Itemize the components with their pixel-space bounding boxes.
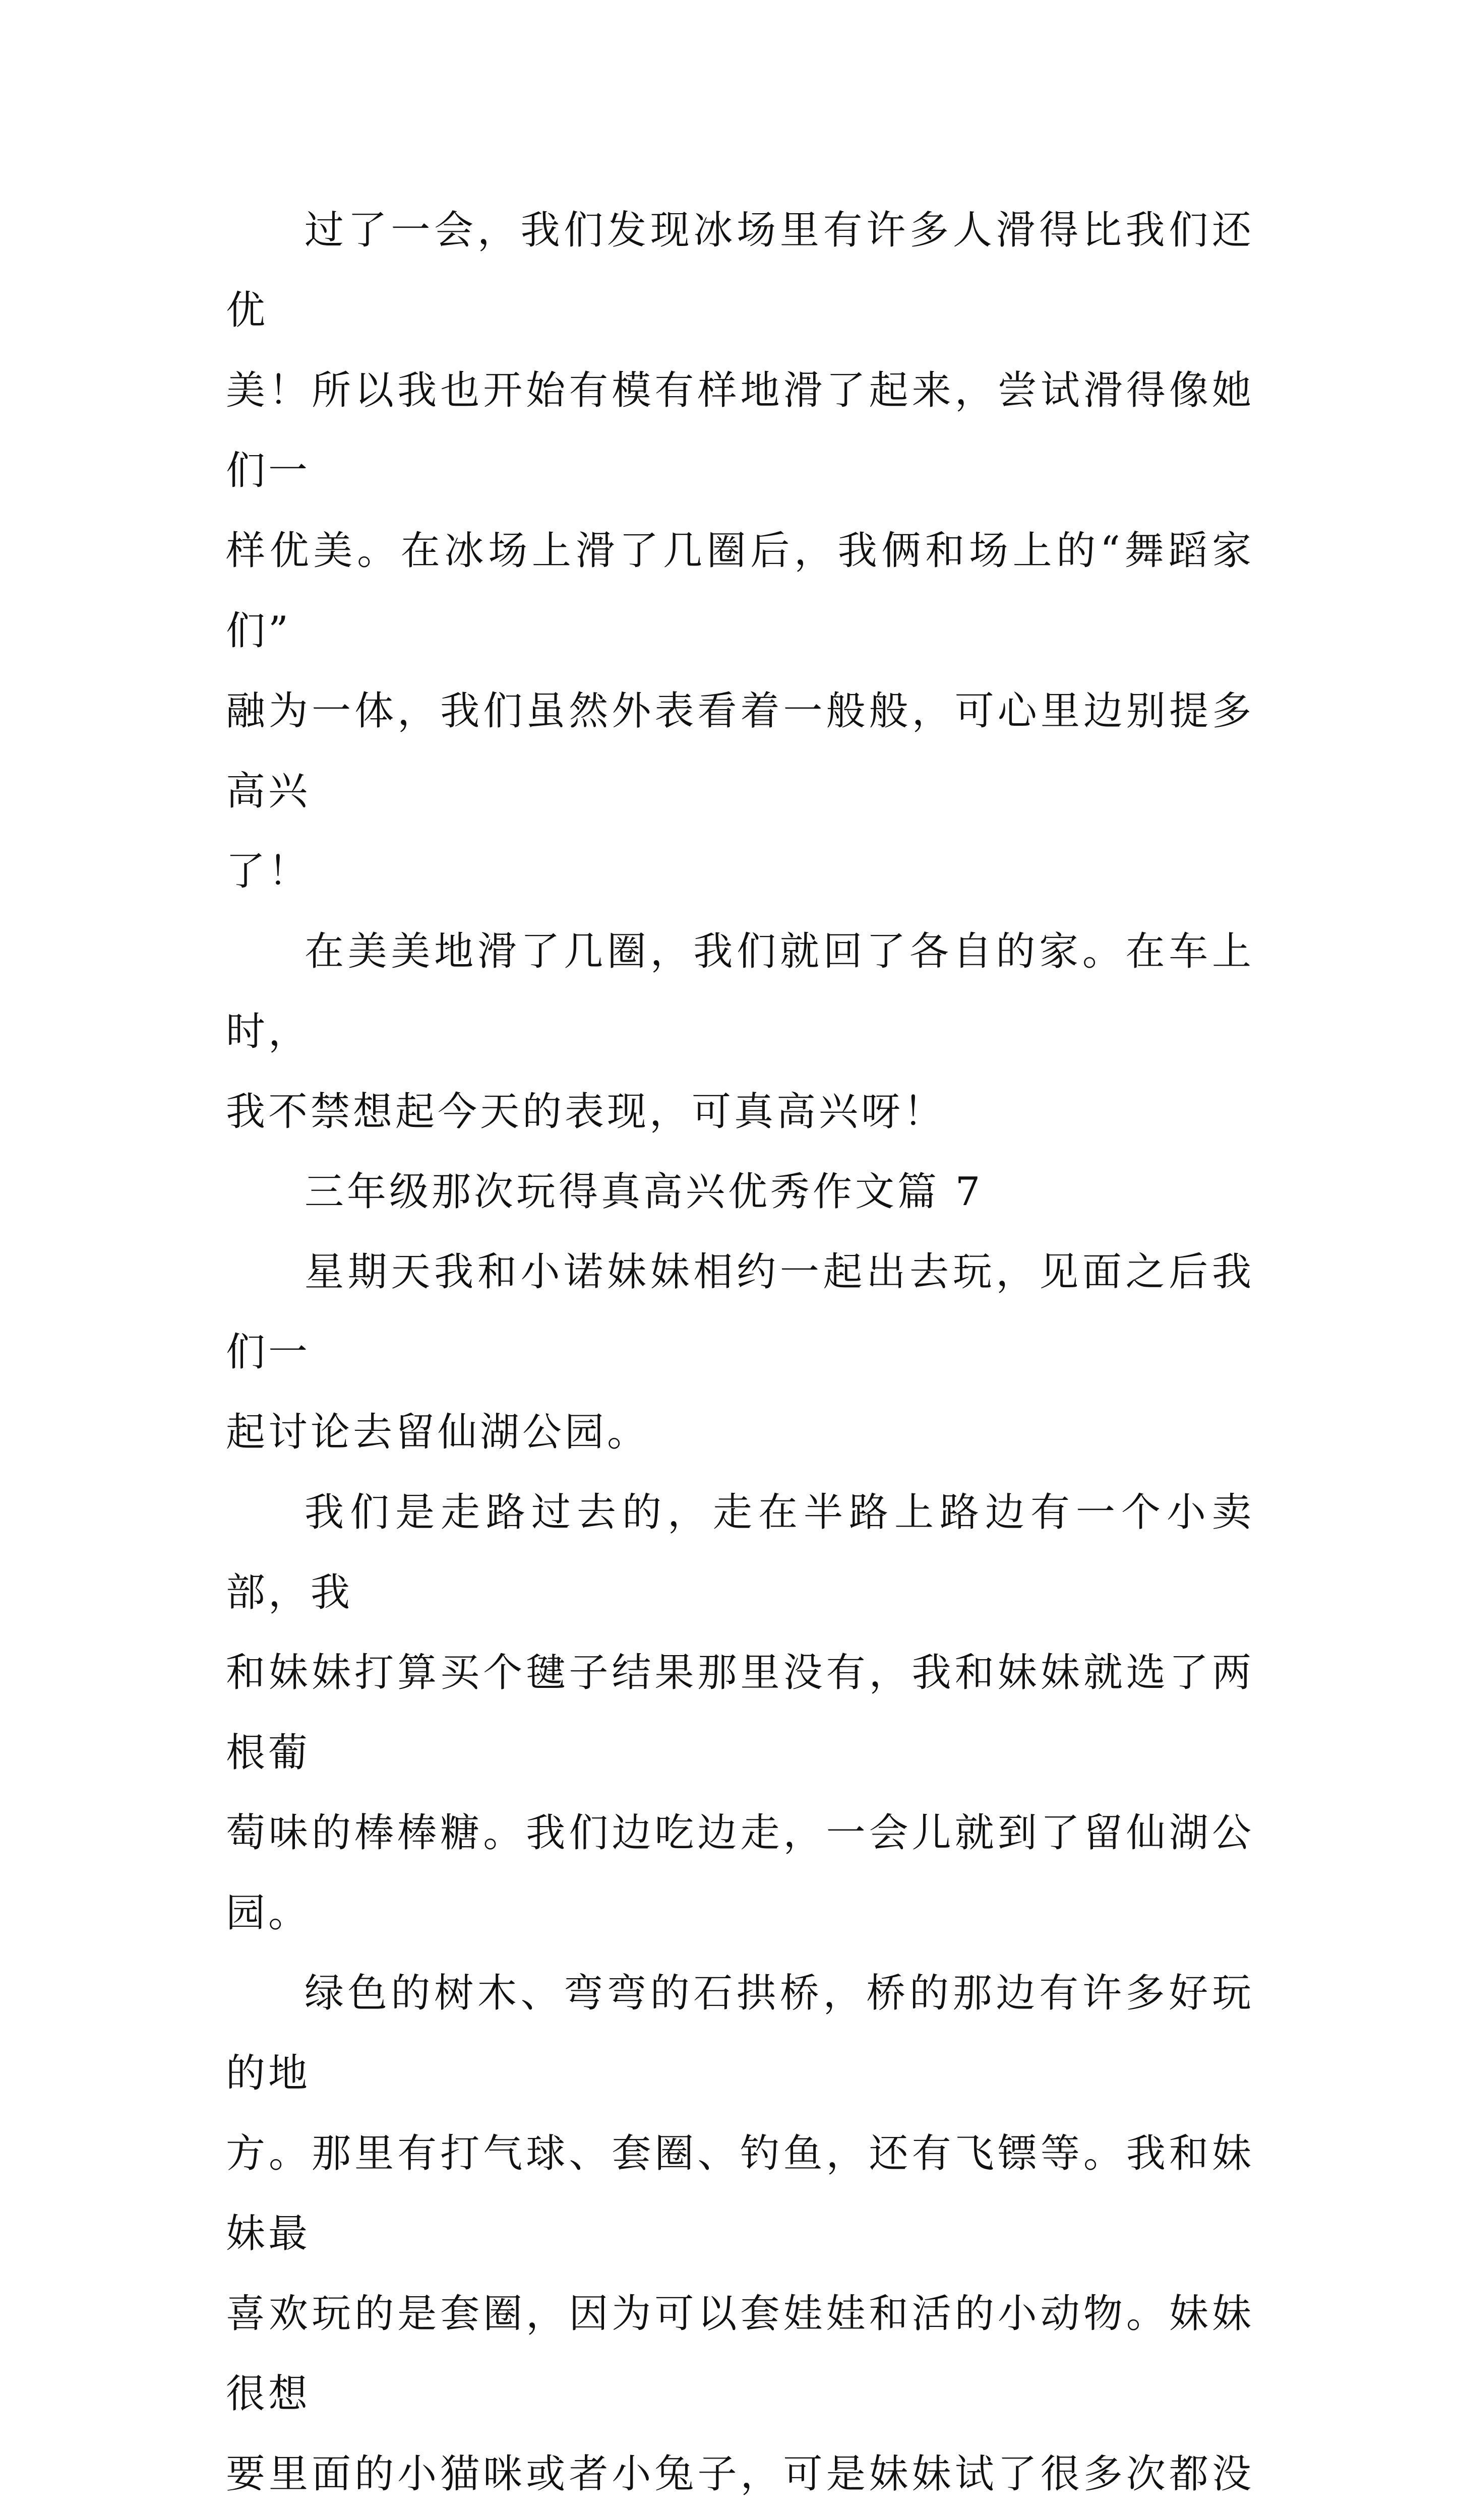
paragraph-5: 绿色的树木、弯弯的石拱桥，桥的那边有许多好玩的地 方。那里有打气球、套圈、钓鱼，还有飞镖等。我和妹妹最 喜欢玩的是套圈，因为可以套娃娃和活的小动物。妹妹很想 要里面的小猫咪或者小兔子，可是妹妹试了很多次都没 [226, 1971, 1254, 2497]
section-heading: 三年级那次玩得真高兴优秀作文篇 7 [305, 1169, 984, 1215]
paragraph-3: 星期天我和小诺妹妹相约一起出去玩，见面之后我们一 起讨论去留仙湖公园。 [226, 1249, 1254, 1455]
document-body [226, 191, 1254, 2520]
paragraph-4: 我们是走路过去的，走在半路上路边有一个小卖部，我 和妹妹打算买个毽子结果那里没有，我和妹妹就选了两根葡 萄味的棒棒糖。我们边吃边走，一会儿就到了留仙湖公园。 [226, 1490, 1254, 1936]
paragraph-1: 过了一会，我们发现冰场里有许多人滑得比我们还优 美！所以我也开始有模有样地滑了起来，尝试滑得像她们一 样优美。在冰场上滑了几圈后，我俩和场上的“舞蹈家们” 融为一体，我们虽然外表看着一般般，可心里边别提多高兴 了！ [226, 208, 1254, 894]
paragraph-2: 在美美地滑了几圈，我们就回了各自的家。在车上时， 我不禁想起今天的表现，可真高兴呀！ [226, 929, 1254, 1135]
